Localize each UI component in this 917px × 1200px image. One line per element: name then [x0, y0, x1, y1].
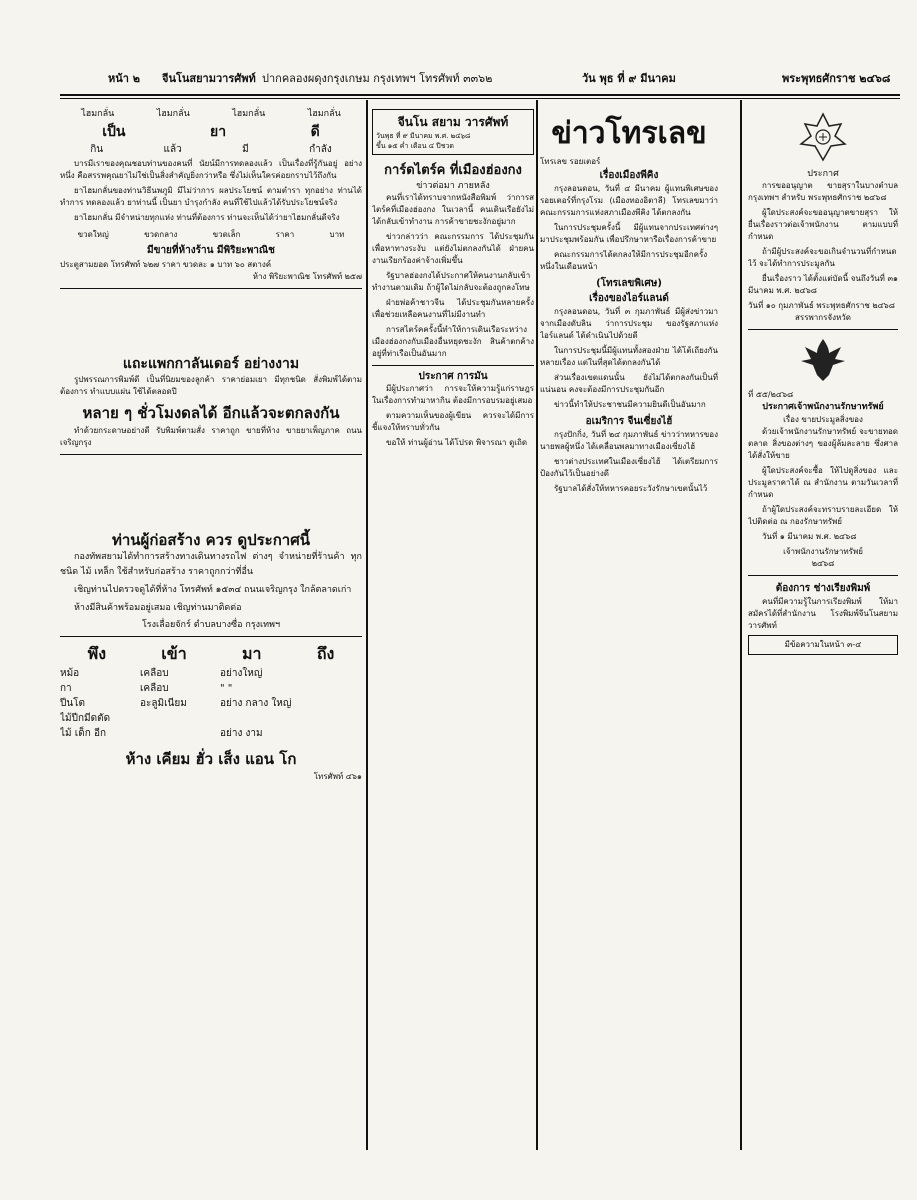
ad4-item-cell: ไม้ปีกมีดตัด — [60, 713, 111, 724]
masthead-date: วันพุธ ที่ ๙ มีนาคม พ.ศ. ๒๔๖๘ — [376, 132, 471, 140]
ad1-top-item: ไฮมกลั่น — [81, 109, 115, 119]
telegraph-paragraph: ในการประชุมครั้งนี้ มีผู้แทนจากประเทศต่างๆ มาประชุมพร้อมกัน เพื่อปรึกษาหารือเรื่องการค้าขาย — [540, 223, 718, 244]
ad1-sizes — [60, 227, 362, 243]
ad1-size: ขวดกลาง — [144, 230, 178, 239]
telegraph-paragraph: ข่าวนี้ทำให้ประชาชนมีความยินดีเป็นอันมาก — [554, 400, 706, 409]
ad1-signature: ห้าง พิริยะพาณิช โทรศัพท์ ๒๕๗ — [252, 272, 362, 281]
notice2-ref: ที่ ๕๕/๒๔๖๘ — [748, 390, 794, 399]
ad3-paragraph: เชิญท่านไปตรวจดูได้ที่ห้าง โทรศัพท์ ๑๕๓๔ ถนนเจริญกรุง ใกล้ตลาดเก่า — [74, 585, 352, 595]
ad4-item-cell: อย่างใหญ่ — [220, 668, 263, 679]
separator — [748, 575, 898, 576]
notice-paragraph: การขออนุญาต ขายสุราในบางตำบล กรุงเทพฯ สำหรับ พระพุทธศักราช ๒๔๖๘ — [748, 181, 898, 202]
issue-date: วัน พุธ ที่ ๙ มีนาคม — [582, 72, 676, 85]
telegraph-paragraph: กรุงปักกิ่ง, วันที่ ๒๔ กุมภาพันธ์ ข่าวว่าทหารของนายพลผู้หนึ่ง ได้เคลื่อนพลมาทางเมืองเซี่ยงไฮ้ — [540, 430, 718, 451]
ad4-title-word: มา — [241, 644, 262, 663]
ad-title: ต้องการ ช่างเรียงพิมพ์ — [775, 583, 871, 594]
issue-year: พระพุทธศักราช ๒๔๖๘ — [782, 72, 891, 85]
article2-title: ประกาศ การมัน — [418, 371, 488, 382]
ad4-shop: ห้าง เคียม ฮั่ว เส็ง แอน โก — [125, 750, 297, 768]
telegraph-masthead: ข่าวโทรเลข — [551, 116, 707, 151]
ad4-item-row — [60, 711, 362, 726]
notice2-paragraph: ถ้าผู้ใดประสงค์จะทราบรายละเอียด ให้ไปติดต่อ ณ กองรักษาทรัพย์ — [748, 505, 898, 526]
royal-emblem-icon — [793, 110, 853, 164]
ad1-word: แล้ว — [163, 144, 182, 155]
ad2-note: ทำด้วยกระดาษอย่างดี รับพิมพ์ตามสั่ง ราคาถูก ขายที่ห้าง ขายยาเพ็ญภาค ถนนเจริญกรุง — [60, 426, 362, 447]
header-rule-thin — [60, 98, 900, 99]
ad1-paragraph: บารมีเราของคุณชอบท่านของคนที่ นัยน์มีการทดลองแล้ว เป็นเรื่องที่รู้กันอยู่ อย่างหนึ่ง คือสรรพคุณยาไม่ใช่เป็นสิ่งสำคัญยิ่งกว่าหรือ ซึ่งไม่เห็นใครค่อยกราบไว้ถึงกัน — [60, 159, 362, 180]
ad1-sold-at: มีขายที่ห้างร้าน มีพิริยะพาณิช — [147, 245, 275, 256]
ad1-word: เป็น — [102, 124, 126, 140]
ad3-paragraph: ห้างมีสินค้าพร้อมอยู่เสมอ เชิญท่านมาติดต่อ — [74, 603, 242, 613]
ad1-top-item: ไฮมกลั่น — [307, 109, 341, 119]
col-divider-1 — [366, 100, 368, 1150]
ad4-item-cell: ปีนโต — [60, 698, 86, 709]
notice2-subtitle: เรื่อง ขายประมูลสิ่งของ — [783, 415, 863, 424]
telegraph-paragraph: ในการประชุมนี้มีผู้แทนทั้งสองฝ่าย ได้โต้เถียงกันหลายเรื่อง แต่ในที่สุดได้ตกลงกันได้ — [540, 346, 718, 367]
ad4-item-cell: เคลือบ — [140, 668, 169, 679]
ad4-phone: โทรศัพท์ ๔๖๑ — [313, 772, 362, 781]
notice-date: วันที่ ๑๐ กุมภาพันธ์ พระพุทธศักราช ๒๔๖๘ — [748, 301, 895, 310]
masthead: จีนโน สยาม วารศัพท์ — [397, 115, 509, 129]
ad4-title-word: ถึง — [316, 644, 335, 663]
column-news — [372, 106, 534, 1146]
column-ads — [60, 106, 362, 1146]
notice-paragraph: ผู้ใดประสงค์จะขออนุญาตขายสุรา ให้ยื่นเรื่องราวต่อเจ้าพนักงาน ตามแบบที่กำหนด — [748, 208, 898, 241]
ad-body: คนที่มีความรู้ในการเรียงพิมพ์ ให้มาสมัครได้ที่สำนักงาน โรงพิมพ์จีนโนสยามวารศัพท์ — [748, 597, 898, 630]
paper-name: จีนโนสยามวารศัพท์ — [162, 72, 256, 85]
article-paragraph: รัฐบาลฮ่องกงได้ประกาศให้คนงานกลับเข้าทำงานตามเดิม ถ้าผู้ใดไม่กลับจะต้องถูกลงโทษ — [372, 271, 531, 292]
telegraph-heading: (โทรเลขพิเศษ) — [596, 278, 662, 289]
article-paragraph: ข่าวกล่าวว่า คณะกรรมการ ได้ประชุมกันเพื่อหาทางระงับ แต่ยังไม่ตกลงกันได้ ฝ่ายคนงานเรียกร้องค่าจ้างเพิ่มขึ้น — [372, 232, 534, 265]
notice2-title: ประกาศเจ้าพนักงานรักษาทรัพย์ — [762, 402, 884, 412]
notice2-date: ๒๔๖๘ — [811, 559, 835, 568]
garuda-emblem-icon — [797, 335, 849, 385]
ad1-word: มี — [242, 144, 249, 155]
notice-paragraph: ถ้ามีผู้ประสงค์จะขอเกินจำนวนที่กำหนดไว้ จะได้ทำการประมูลกัน — [748, 247, 897, 268]
ad2-title: แถะแพกกาลันเดอร์ อย่างงาม — [122, 356, 300, 372]
telegraph-heading: เรื่องของไอร์แลนด์ — [589, 293, 669, 304]
telegraph-paragraph: คณะกรรมการได้ตกลงให้มีการประชุมอีกครั้งหนึ่งในเดือนหน้า — [540, 250, 708, 271]
page-number: หน้า ๒ — [108, 72, 141, 85]
ad4-title-word: เข้า — [161, 644, 187, 663]
article-title: การ์ดไตร์ค ที่เมืองฮ่องกง — [384, 163, 522, 178]
ad-footer: มีข้อความในหน้า ๓-๔ — [748, 635, 898, 655]
article-paragraph: การสไตร์คครั้งนี้ทำให้การเดินเรือระหว่างเมืองฮ่องกงกับเมืองอื่นหยุดชะงัก สินค้าตกค้างอยู่ที่ท่าเรือเป็นอันมาก — [372, 325, 534, 358]
ad4-item-row — [60, 681, 362, 696]
ad3-title: ท่านผู้ก่อสร้าง ควร ดูประกาศนี้ — [111, 531, 311, 549]
ad4-item-row — [60, 696, 362, 711]
ad1-headline — [60, 122, 362, 142]
ad4-item-cell: อย่าง กลาง ใหญ่ — [220, 698, 292, 709]
page-header — [0, 68, 917, 90]
ad4-item-cell — [140, 711, 220, 726]
col-divider-2 — [536, 100, 538, 1150]
telegraph-heading: เรื่องเมืองพีคิง — [599, 170, 659, 181]
spacer — [60, 460, 362, 530]
ad1-top-item: ไฮมกลั่น — [156, 109, 190, 119]
notice2-sign: เจ้าพนักงานรักษาทรัพย์ — [783, 547, 863, 556]
notice-paragraph: ยื่นเรื่องราว ได้ตั้งแต่บัดนี้ จนถึงวันที่ ๓๑ มีนาคม พ.ศ. ๒๔๖๘ — [748, 274, 898, 295]
separator — [60, 454, 362, 455]
column-notices — [748, 106, 898, 1146]
ad1-extra: ประตูสามยอด โทรศัพท์ ๖๒๗ ราคา ขวดละ ๑ บาท ๖๐ สตางค์ — [60, 260, 272, 269]
telegraph-paragraph: รัฐบาลได้สั่งให้ทหารคอยระวังรักษาเขตนั้นไว้ — [554, 484, 708, 493]
paper-address: ปากคลองผดุงกรุงเกษม กรุงเทพฯ โทรศัพท์ ๓๓๖๒ — [262, 72, 493, 85]
notice2-paragraph: ด้วยเจ้าพนักงานรักษาทรัพย์ จะขายทอดตลาด สิ่งของต่างๆ ของผู้ล้มละลาย ซึ่งศาลได้สั่งให้ขาย — [748, 427, 898, 460]
ad4-item-cell: หม้อ — [60, 668, 80, 679]
article-paragraph: คนที่เราได้ทราบจากหนังสือพิมพ์ ว่าการสไตร์คที่เมืองฮ่องกง ในเวลานี้ คนเดินเรือยังไม่ได้กลับเข้าทำงาน การค้าขายชะงักอยู่มาก — [372, 193, 534, 226]
separator — [60, 288, 362, 289]
ad3-paragraph: กองทัพสยามได้ทำการสร้างทางเดินทางรถไฟ ต่างๆ จำหน่ายที่ร้านค้า ทุกชนิด ไม้ เหล็ก ใช้สำหรับก่อสร้าง ราคาถูกกว่าที่อื่น — [60, 552, 362, 577]
ad4-item-row — [60, 666, 362, 681]
ad4-item-list — [60, 666, 362, 741]
ad4-item-cell — [140, 726, 220, 741]
ad4-item-cell: " " — [220, 683, 233, 694]
article2-paragraph: มีผู้ประกาศว่า การจะให้ความรู้แก่ราษฎร ในเรื่องการทำมาหากิน ต้องมีการอบรมอยู่เสมอ — [372, 384, 534, 405]
notice2-paragraph: ผู้ใดประสงค์จะซื้อ ให้ไปดูสิ่งของ และประมูลราคาได้ ณ สำนักงาน ตามวันเวลาที่กำหนด — [748, 466, 898, 499]
notice2-paragraph: วันที่ ๑ มีนาคม พ.ศ. ๒๔๖๘ — [762, 532, 857, 541]
column-telegraph — [540, 106, 718, 1146]
ad4-item-row — [60, 726, 362, 741]
notice-sign: สรรพากรจังหวัด — [795, 313, 851, 322]
separator — [60, 636, 362, 637]
article-subtitle: ข่าวต่อมา ภายหลัง — [416, 181, 490, 191]
ad2-headline: หลาย ๆ ชั่วโมงดลได้ อีกแล้วจะตกลงกัน — [82, 404, 340, 422]
spacer — [60, 294, 362, 354]
telegraph-source: โทรเลข รอยเตอร์ — [540, 157, 601, 166]
col-divider-3 — [740, 100, 742, 1150]
notice-title: ประกาศ — [807, 169, 839, 179]
ad4-item-cell: ไม้ เด็ก อีก — [60, 728, 107, 739]
separator — [372, 365, 534, 366]
separator — [748, 329, 898, 330]
masthead-box — [372, 109, 534, 155]
telegraph-heading: อเมริการ จีนเซี่ยงไฮ้ — [585, 416, 673, 427]
header-rule — [60, 94, 900, 96]
telegraph-paragraph: ส่วนเรื่องเขตแดนนั้น ยังไม่ได้ตกลงกันเป็นที่แน่นอน คงจะต้องมีการประชุมกันอีก — [540, 373, 718, 394]
telegraph-paragraph: ชาวต่างประเทศในเมืองเซี่ยงไฮ้ ได้เตรียมการป้องกันไว้เป็นอย่างดี — [540, 457, 718, 478]
article-paragraph: ฝ่ายพ่อค้าชาวจีน ได้ประชุมกันหลายครั้ง เพื่อช่วยเหลือคนงานที่ไม่มีงานทำ — [372, 298, 534, 319]
ad4-item-cell — [220, 711, 340, 726]
ad1-paragraph: ยาไฮมกลั่นของท่านวิธีนพภูมิ มีไม่ว่าการ ผลประโยชน์ ตามตำรา ทุกอย่าง ท่านได้ทำการ ทดลองแล้ว ยาท่านนี้ เป็นยา บำรุงกำลัง คนที่ใช้ไปแล้วได้รับประโยชน์จริง — [60, 186, 362, 207]
ad4-title-word: พึง — [87, 644, 106, 663]
ad1-word: ยา — [210, 124, 227, 140]
ad4-item-cell: อย่าง งาม — [220, 728, 263, 739]
ad1-size: ขวดใหญ่ — [77, 230, 109, 239]
masthead-lunar: ขึ้น ๑๕ ค่ำ เดือน ๔ ปีชวด — [376, 142, 454, 150]
ad1-word: ดี — [310, 124, 320, 140]
ad1-paragraph: ยาไฮมกลั่น มีจำหน่ายทุกแห่ง ท่านที่ต้องการ ท่านจะเห็นได้ว่ายาไฮมกลั่นดีจริง — [74, 213, 340, 222]
article3-paragraph: ขอให้ ท่านผู้อ่าน ได้โปรด พิจารณา ดูเถิด — [386, 438, 528, 447]
ad1-top-row — [60, 106, 362, 122]
ad2-body: รูปพรรณการพิมพ์ดี เป็นที่นิยมของลูกค้า ราคาย่อมเยา มีทุกชนิด สั่งพิมพ์ได้ตามต้องการ ทำแบบแผ่น ใช้ได้ตลอดปี — [60, 375, 362, 396]
ad1-word: กิน — [90, 144, 104, 155]
ad1-size: บาท — [329, 230, 345, 239]
telegraph-paragraph: กรุงลอนดอน, วันที่ ๓ กุมภาพันธ์ มีผู้ส่งข่าวมาจากเมืองดับลิน ว่าการประชุม ของรัฐสภาแห่งไอร์แลนด์ ได้ดำเนินไปด้วยดี — [540, 307, 718, 340]
ad3-signature: โรงเลื่อยจักร์ ตำบลบางซื่อ กรุงเทพฯ — [141, 620, 281, 630]
ad1-size: ขวดเล็ก — [212, 230, 241, 239]
ad4-title — [60, 642, 362, 666]
telegraph-paragraph: กรุงลอนดอน, วันที่ ๔ มีนาคม ผู้แทนพิเศษของรอยเตอร์ที่กรุงโรม (เมืองทองอิตาลี) โทรเลขมาว่า คณะกรรมการแห่งสภาเมืองพีคิง ได้ตกลงกัน — [540, 184, 718, 217]
ad4-item-cell: เคลือบ — [140, 683, 169, 694]
ad1-word: กำลัง — [309, 144, 332, 155]
ad4-item-cell: อะลูมิเนียม — [140, 698, 187, 709]
ad4-item-cell: กา — [60, 683, 72, 694]
ad1-top-item: ไฮมกลั่น — [232, 109, 266, 119]
article2-paragraph: ตามความเห็นของผู้เขียน ควรจะได้มีการชี้แจงให้ทราบทั่วกัน — [372, 411, 534, 432]
ad1-subline — [60, 142, 362, 158]
ad1-size: ราคา — [275, 230, 295, 239]
